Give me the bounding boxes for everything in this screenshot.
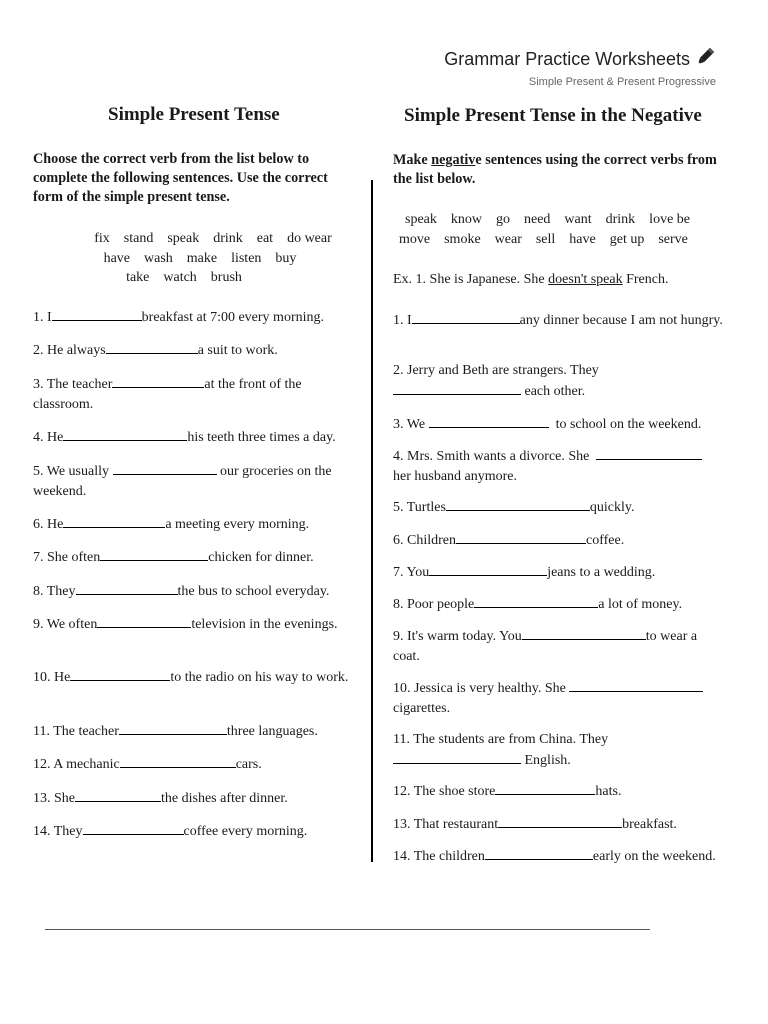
exercise-item: 2. Jerry and Beth are strangers. They each other. <box>393 363 599 399</box>
answer-blank[interactable] <box>446 497 590 511</box>
answer-blank[interactable] <box>596 446 702 460</box>
answer-blank[interactable] <box>100 547 208 561</box>
answer-blank[interactable] <box>76 581 178 595</box>
answer-blank[interactable] <box>498 814 622 828</box>
answer-blank[interactable] <box>97 614 191 628</box>
exercise-item: 7. She often chicken for dinner. <box>33 547 353 568</box>
exercise-item: 4. He his teeth three times a day. <box>33 427 353 448</box>
answer-blank[interactable] <box>522 626 646 640</box>
exercise-item: 13. She the dishes after dinner. <box>33 788 353 809</box>
exercise-item: 9. It's warm today. You to wear a coat. <box>393 626 723 666</box>
answer-blank[interactable] <box>52 307 142 321</box>
answer-blank[interactable] <box>429 562 547 576</box>
right-verb-bank <box>393 210 728 249</box>
pencil-icon <box>694 46 716 73</box>
brand-subtitle: Simple Present & Present Progressive <box>528 76 716 88</box>
exercise-item: 13. That restaurant breakfast. <box>393 814 723 835</box>
exercise-item: 12. The shoe store hats. <box>393 781 723 802</box>
left-title: Simple Present Tense <box>108 104 280 125</box>
verb-row: move smoke wear sell have get up serve <box>399 231 688 247</box>
exercise-item: 14. The children early on the weekend. <box>393 846 723 867</box>
verb-row: take watch brush <box>126 270 242 285</box>
exercise-item: 14. They coffee every morning. <box>33 821 353 842</box>
answer-blank[interactable] <box>456 530 586 544</box>
exercise-item: 4. Mrs. Smith wants a divorce. She her husband anymore. <box>393 446 723 486</box>
exercise-item: 1. I breakfast at 7:00 every morning. <box>33 307 353 328</box>
exercise-item: 12. A mechanic cars. <box>33 754 353 775</box>
answer-blank[interactable] <box>393 381 521 395</box>
answer-blank[interactable] <box>119 721 227 735</box>
verb-row: fix stand speak drink eat do wear <box>94 231 332 246</box>
answer-blank[interactable] <box>63 514 165 528</box>
verb-row: speak know go need want drink love be <box>405 212 690 227</box>
answer-blank[interactable] <box>70 667 170 681</box>
left-verb-bank <box>33 229 393 288</box>
answer-blank[interactable] <box>106 340 198 354</box>
footer-divider <box>45 929 650 930</box>
answer-blank[interactable] <box>569 678 703 692</box>
exercise-item: 6. He a meeting every morning. <box>33 514 353 535</box>
verb-row: have wash make listen buy <box>103 250 297 266</box>
exercise-item: 10. He to the radio on his way to work. <box>33 667 353 688</box>
answer-blank[interactable] <box>83 821 184 835</box>
answer-blank[interactable] <box>112 374 204 388</box>
exercise-item: 9. We often television in the evenings. <box>33 614 353 635</box>
exercise-item: 11. The students are from China. They English. <box>393 732 609 768</box>
exercise-item: 10. Jessica is very healthy. She cigarettes. <box>393 678 728 718</box>
exercise-item: 5. We usually our groceries on the weekend. <box>33 461 355 501</box>
exercise-item: 8. Poor people a lot of money. <box>393 594 723 615</box>
left-instructions: Choose the correct verb from the list below to complete the following sentences. Use the correct form of the simple present tense. <box>33 151 328 205</box>
answer-blank[interactable] <box>120 754 236 768</box>
answer-blank[interactable] <box>63 427 187 441</box>
answer-blank[interactable] <box>393 750 521 764</box>
answer-blank[interactable] <box>474 594 598 608</box>
exercise-item: 1. I any dinner because I am not hungry. <box>393 310 723 331</box>
exercise-item: 8. They the bus to school everyday. <box>33 581 353 602</box>
right-instructions: Make negative sentences using the correct verbs from the list below. <box>393 152 717 187</box>
exercise-item: 3. We to school on the weekend. <box>393 414 723 435</box>
answer-blank[interactable] <box>429 414 549 428</box>
exercise-item: 6. Children coffee. <box>393 530 723 551</box>
answer-blank[interactable] <box>75 788 161 802</box>
answer-blank[interactable] <box>412 310 520 324</box>
brand-title-row <box>444 46 716 73</box>
brand-header <box>444 46 716 88</box>
exercise-item: 7. You jeans to a wedding. <box>393 562 723 583</box>
column-divider <box>371 180 373 862</box>
example-sentence: Ex. 1. She is Japanese. She doesn't speak French. <box>393 272 669 287</box>
answer-blank[interactable] <box>485 846 593 860</box>
answer-blank[interactable] <box>495 781 595 795</box>
exercise-item: 3. The teacher at the front of the classroom. <box>33 374 353 414</box>
exercise-item: 2. He always a suit to work. <box>33 340 353 361</box>
exercise-item: 11. The teacher three languages. <box>33 721 353 742</box>
answer-blank[interactable] <box>113 461 217 475</box>
exercise-item: 5. Turtles quickly. <box>393 497 723 518</box>
right-title: Simple Present Tense in the Negative <box>404 105 702 126</box>
brand-title: Grammar Practice Worksheets <box>444 49 690 69</box>
